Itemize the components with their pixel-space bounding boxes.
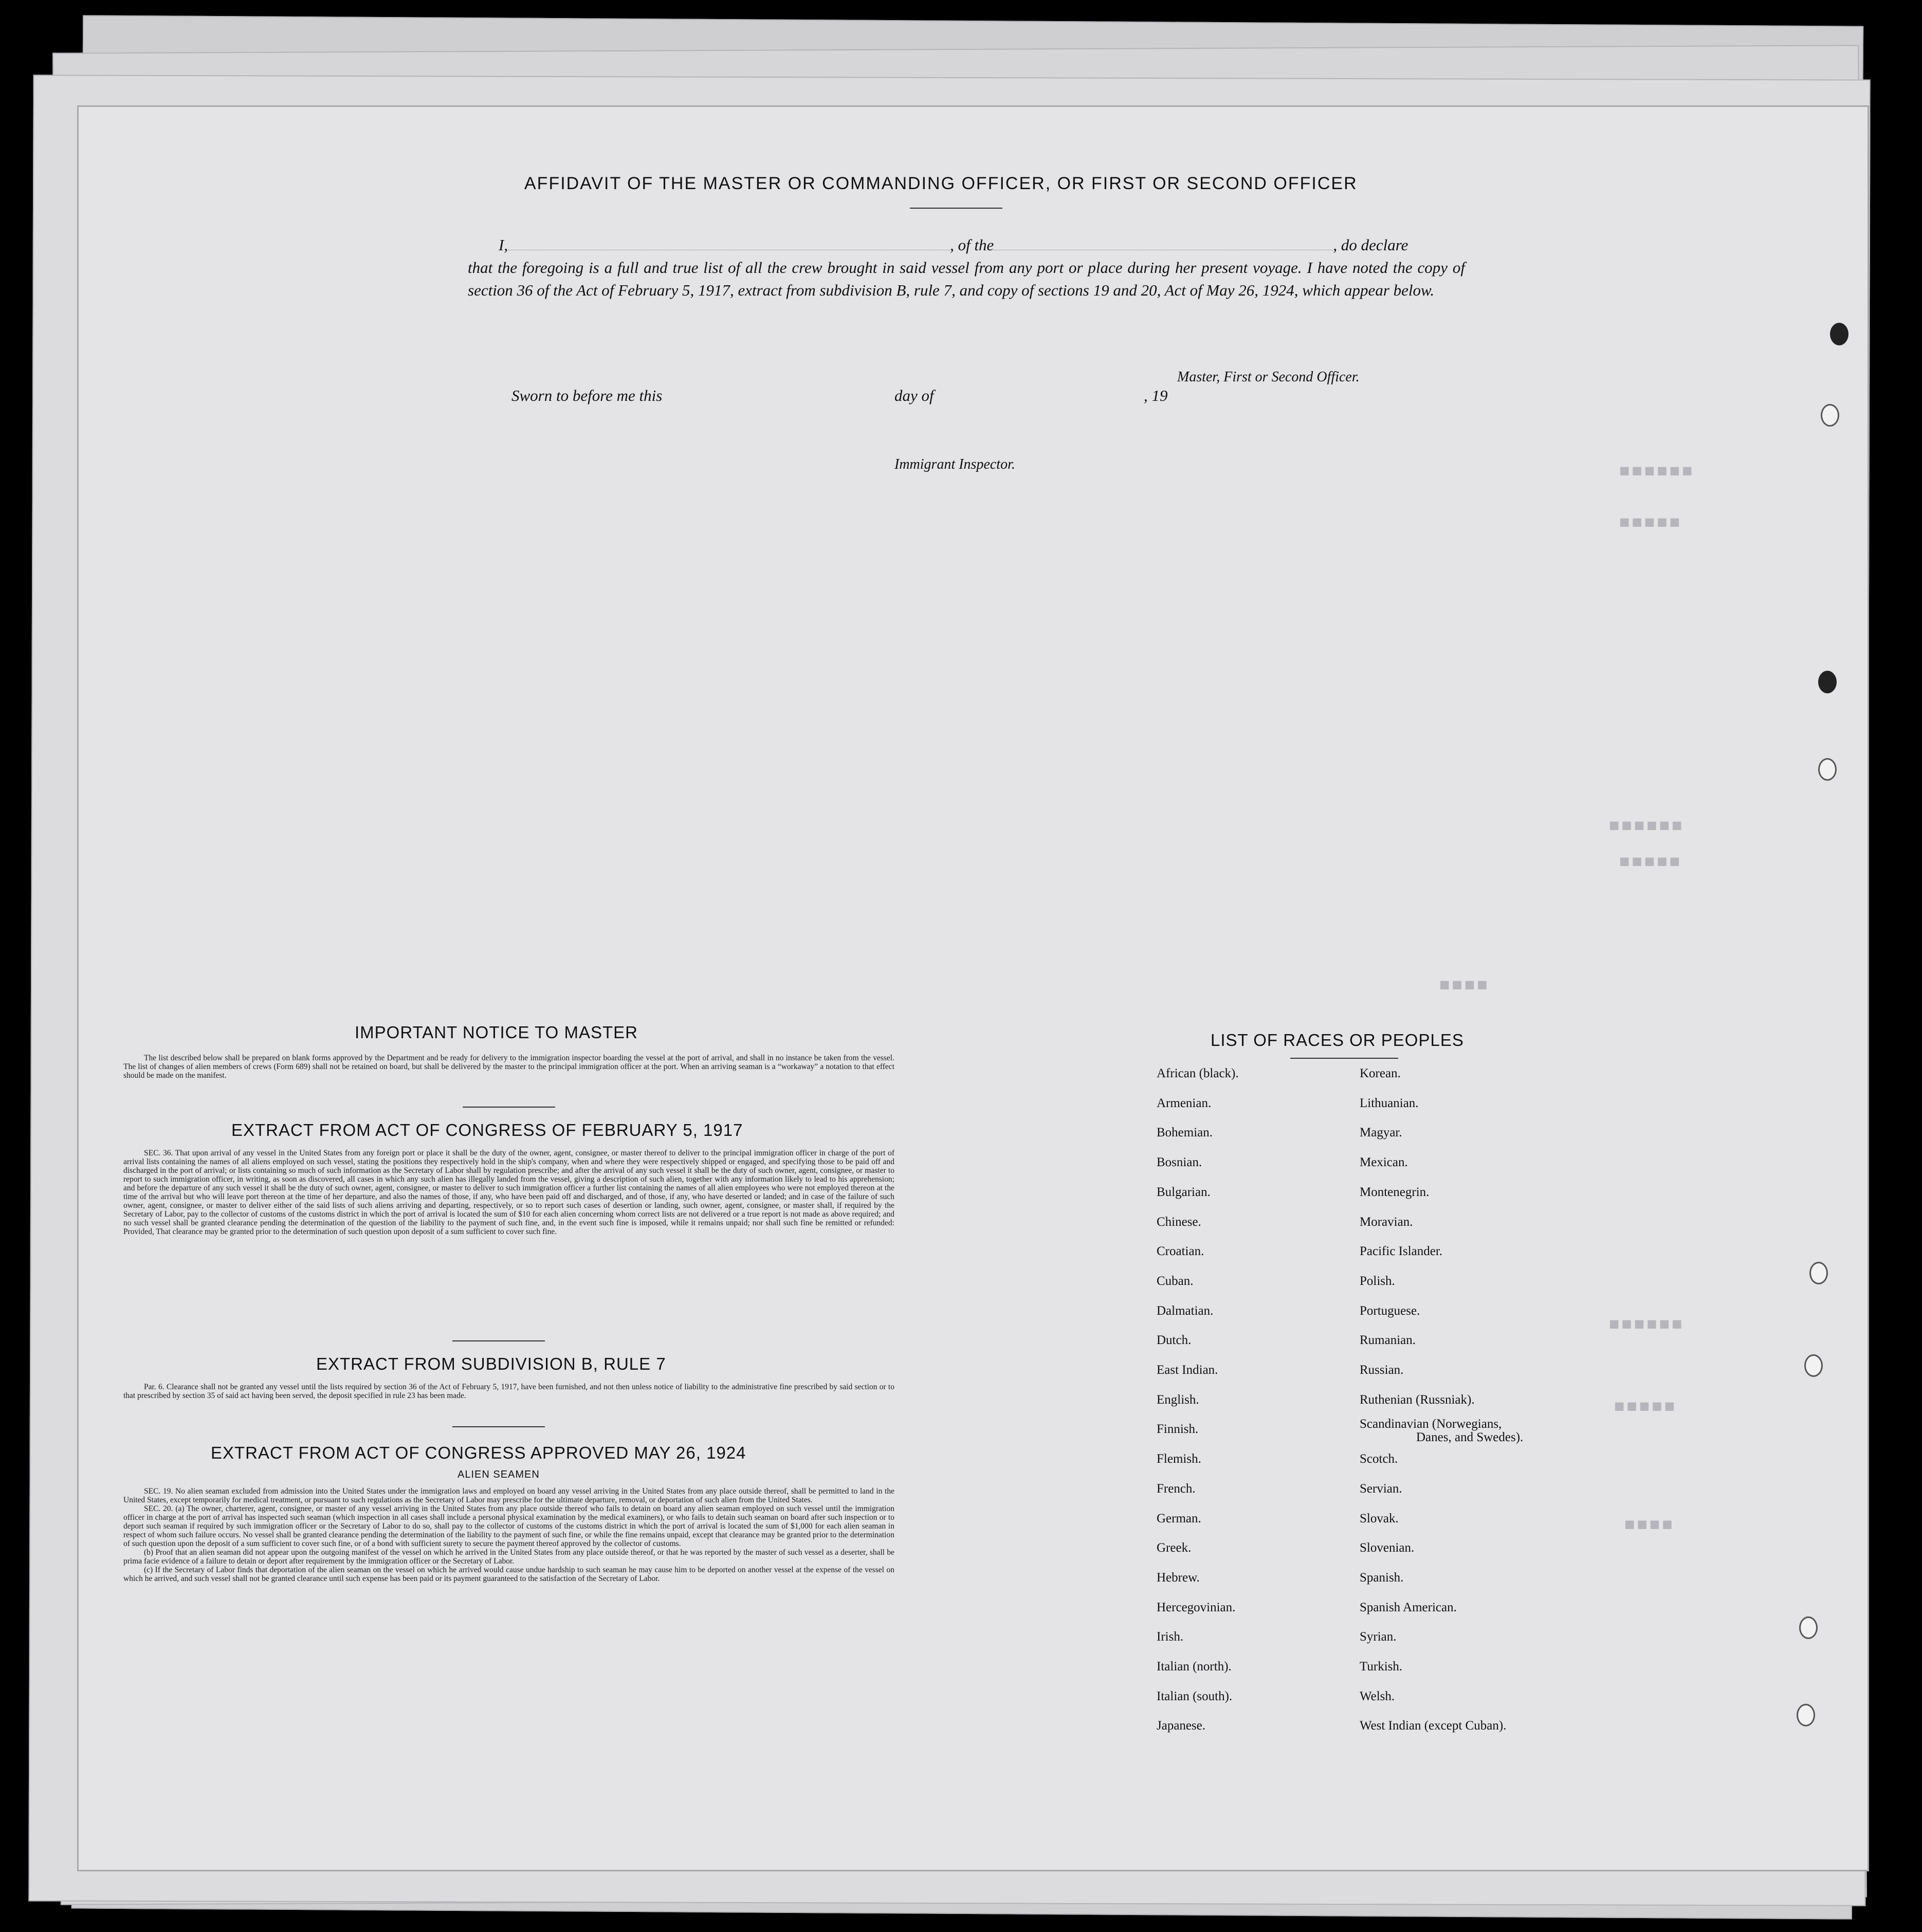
binder-hole: [1809, 1262, 1828, 1284]
extract-rule7-title: EXTRACT FROM SUBDIVISION B, RULE 7: [316, 1354, 666, 1373]
race-item: Danes, and Swedes).: [1416, 1430, 1524, 1445]
race-item: Montenegrin.: [1360, 1185, 1430, 1199]
extract-1924-text: SEC. 19. No alien seaman excluded from admission into the United States under the immigration laws and employed on board any vessel arriving in the United States from any place outside thereof, shall be permitted to land in the United States, except temporarily for medical treatment, or pursuant to such regulations as the Secretary of Labor may prescribe for the ultimate departure, removal, or deportation of such alien from the United States. SEC. 20. (a) The owner, charterer, agent, consignee, or master of any vessel arriving in the United States from any place outside thereof who fails to detain on board any alien seaman employed on such vessel until the immigration officer in charge at the port of arrival has inspected such seaman (which inspection in all cases shall include a personal physical examination by the medical examiners), or who fails to detain such seaman on board after such inspection or to deport such seaman if required by such immigration officer or the Secretary of Labor to do so, shall pay to the collector of customs of the customs district in which the port of arrival is located the sum of $1,000 for each alien seaman in respect of whom such failure occurs. No vessel shall be granted clearance pending the determination of the liability to the payment of such fine, or while the fine remains unpaid, except that clearance may be granted prior to the determination of such question upon the deposit of a sum sufficient to cover such fine, or of a bond with sufficient surety to secure the payment thereof approved by the collector of customs. (b) Proof that an alien seaman did not appear upon the outgoing manifest of the vessel on which he arrived in the United States from any place outside thereof, or that he was reported by the master of such vessel as a deserter, shall be prima facie evidence of a failure to detain or deport after requirement by the immigration officer or the Secretary of Labor. (c) If the Secretary of Labor finds that deportation of the alien seaman on the vessel on which he arrived would cause undue hardship to such seaman he may cause him to be deported on another vessel at the expense of the vessel on which he arrived, and such vessel shall not be granted clearance until such expense has been paid or its payment guaranteed to the satisfaction of the Secretary of Labor.: [123, 1487, 894, 1583]
race-item: Flemish.: [1157, 1452, 1201, 1466]
binder-hole: [1818, 671, 1837, 693]
race-item: French.: [1157, 1481, 1196, 1496]
bleed-through-text: ■■■■■■: [1619, 463, 1695, 482]
bleed-through-text: ■■■■■: [1619, 514, 1682, 533]
bleed-through-text: ■■■■: [1439, 977, 1490, 996]
section-rule: [452, 1340, 545, 1341]
bleed-through-text: ■■■■: [1624, 1516, 1675, 1536]
day-of-label: day of: [894, 387, 934, 404]
race-item: Armenian.: [1157, 1096, 1212, 1110]
alien-seamen-subtitle: ALIEN SEAMEN: [457, 1469, 540, 1480]
race-item: Portuguese.: [1360, 1303, 1420, 1318]
affidavit-body: that the foregoing is a full and true list of all the crew brought in said vessel from any port or place during her present voyage. I have noted the copy of section 36 of the Act of February 5, 1917, extract from subdivision B, rule 7, and copy of sections 19 and 20, Act of May 26, 1924, which appear below.: [468, 259, 1465, 299]
race-item: Magyar.: [1360, 1126, 1402, 1140]
race-item: West Indian (except Cuban).: [1360, 1719, 1507, 1733]
race-item: Turkish.: [1360, 1660, 1403, 1674]
race-item: Syrian.: [1360, 1630, 1397, 1644]
race-item: Bulgarian.: [1157, 1185, 1211, 1199]
affidavit-text: [468, 234, 1465, 302]
extract-rule7-text: Par. 6. Clearance shall not be granted any vessel until the lists required by section 36 of the Act of February 5, 1917, have been furnished, and not then unless notice of liability to the administrative fine prescribed by said section or to that prescribed by section 35 of said act having been served, the deposit specified in rule 23 has been made.: [123, 1383, 894, 1400]
master-signature-label: Master, First or Second Officer.: [1177, 369, 1360, 385]
race-item: Welsh.: [1360, 1689, 1395, 1703]
race-item: Ruthenian (Russniak).: [1360, 1392, 1475, 1407]
race-item: Mexican.: [1360, 1155, 1408, 1170]
race-item: Italian (north).: [1157, 1660, 1232, 1674]
extract-1924-title: EXTRACT FROM ACT OF CONGRESS APPROVED MAY 26, 1924: [211, 1443, 746, 1462]
race-item: Irish.: [1157, 1630, 1184, 1644]
document-page: [77, 105, 1869, 1871]
race-item: East Indian.: [1157, 1363, 1218, 1377]
sworn-label: Sworn to before me this: [511, 387, 663, 404]
race-item: Croatian.: [1157, 1244, 1204, 1259]
race-item: Servian.: [1360, 1481, 1402, 1496]
race-item: Spanish American.: [1360, 1600, 1457, 1614]
races-list-right: [1360, 1059, 1523, 1741]
races-title: LIST OF RACES OR PEOPLES: [1211, 1031, 1464, 1050]
binder-hole: [1804, 1354, 1823, 1377]
binder-hole: [1799, 1616, 1818, 1639]
race-item: Dalmatian.: [1157, 1303, 1214, 1318]
race-item: African (black).: [1157, 1066, 1239, 1080]
bleed-through-text: ■■■■■■: [1609, 817, 1685, 837]
race-item: Hercegovinian.: [1157, 1600, 1236, 1614]
races-list-left: [1157, 1059, 1239, 1741]
race-item: Cuban.: [1157, 1274, 1194, 1288]
binder-hole: [1797, 1704, 1815, 1726]
affidavit-do-declare-label: , do declare: [1333, 236, 1408, 254]
race-item: Hebrew.: [1157, 1570, 1200, 1585]
affidavit-of-the-label: , of the: [950, 236, 994, 254]
race-item: Greek.: [1157, 1541, 1192, 1555]
year-label: , 19: [1144, 387, 1168, 404]
race-item: Bosnian.: [1157, 1155, 1202, 1170]
race-item: Spanish.: [1360, 1570, 1404, 1585]
affidavit-i-label: I,: [499, 236, 508, 254]
race-item: Lithuanian.: [1360, 1096, 1419, 1110]
race-item: Scotch.: [1360, 1452, 1398, 1466]
race-item: Chinese.: [1157, 1215, 1201, 1229]
race-item: Dutch.: [1157, 1333, 1192, 1348]
binder-hole: [1821, 404, 1839, 427]
section-rule: [463, 1107, 555, 1108]
race-item: Rumanian.: [1360, 1333, 1416, 1348]
extract-1917-text: SEC. 36. That upon arrival of any vessel in the United States from any foreign port or place it shall be the duty of the owner, agent, consignee, or master thereof to deliver to the principal immigration officer in charge of the port of arrival lists containing the names of all aliens employed on such vessel, stating the positions they respectively hold in the ship's company, when and where they were respectively shipped or engaged, and specifying those to be paid off and discharged in the port of arrival; or lists containing so much of such information as the Secretary of Labor shall by regulation prescribe; and after the arrival of any such vessel it shall be the duty of such owner, agent, consignee, or master to report to such immigration officer, in writing, as soon as discovered, all cases in which any such alien has illegally landed from the vessel, giving a description of such alien, together with any information likely to lead to his apprehension; and before the departure of any such vessel it shall be the duty of such owner, agent, consignee, or master to deliver to such immigration officer a further list containing the names of all alien employees who were not employed thereon at the time of the arrival but who will leave port thereon at the time of her departure, and also the names of those, if any, who have been paid off and discharged, and of those, if any, who have deserted or landed; and in case of the failure of such owner, agent, consignee, or master to deliver either of the said lists of such aliens arriving and departing, respectively, or so to report such cases of desertion or landing, such owner, agent, consignee, or master shall, if required by the Secretary of Labor, pay to the collector of customs of the customs district in which the port of arrival is located the sum of $10 for each alien concerning whom correct lists are not delivered or a true report is not made as above required; and no such vessel shall be granted clearance pending the determination of the question of the liability to the payment of such fine, and, in the event such fine is imposed, while it remains unpaid; nor shall such fine be remitted or refunded: Provided, That clearance may be granted prior to the determination of such question upon deposit of a sum sufficient to cover such fine.: [123, 1149, 894, 1236]
notice-text: The list described below shall be prepared on blank forms approved by the Department and be ready for delivery to the immigration inspector boarding the vessel at the port of arrival, and shall in no instance be taken from the vessel. The list of changes of alien members of crews (Form 689) shall not be retained on board, but shall be delivered by the master to the principal immigration officer at the port. When an arriving seaman is a “workaway” a notation to that effect should be made on the manifest.: [123, 1054, 894, 1080]
binder-hole: [1818, 758, 1837, 781]
race-item: Slovenian.: [1360, 1541, 1415, 1555]
race-item: Scandinavian (Norwegians,: [1360, 1417, 1502, 1431]
notice-title: IMPORTANT NOTICE TO MASTER: [355, 1023, 638, 1042]
race-item: Moravian.: [1360, 1215, 1413, 1229]
race-item: Korean.: [1360, 1066, 1401, 1080]
race-item: Pacific Islander.: [1360, 1244, 1443, 1259]
race-item: English.: [1157, 1392, 1199, 1407]
extract-1917-title: EXTRACT FROM ACT OF CONGRESS OF FEBRUARY 5, 1917: [231, 1120, 743, 1139]
bleed-through-text: ■■■■■: [1619, 853, 1682, 873]
race-item-multiline: [1360, 1414, 1523, 1444]
bleed-through-text: ■■■■■: [1614, 1398, 1677, 1418]
race-item: Slovak.: [1360, 1511, 1399, 1525]
title-rule: [910, 208, 1002, 209]
race-item: Italian (south).: [1157, 1689, 1233, 1703]
race-item: German.: [1157, 1511, 1201, 1525]
bleed-through-text: ■■■■■■: [1609, 1316, 1685, 1335]
binder-hole: [1830, 323, 1848, 345]
immigrant-inspector-label: Immigrant Inspector.: [894, 456, 1015, 472]
race-item: Japanese.: [1157, 1719, 1206, 1733]
race-item: Polish.: [1360, 1274, 1395, 1288]
race-item: Bohemian.: [1157, 1126, 1213, 1140]
race-item: Finnish.: [1157, 1422, 1199, 1437]
section-rule: [452, 1426, 545, 1427]
race-item: Russian.: [1360, 1363, 1404, 1377]
affidavit-title: AFFIDAVIT OF THE MASTER OR COMMANDING OFFICER, OR FIRST OR SECOND OFFICER: [524, 174, 1358, 193]
